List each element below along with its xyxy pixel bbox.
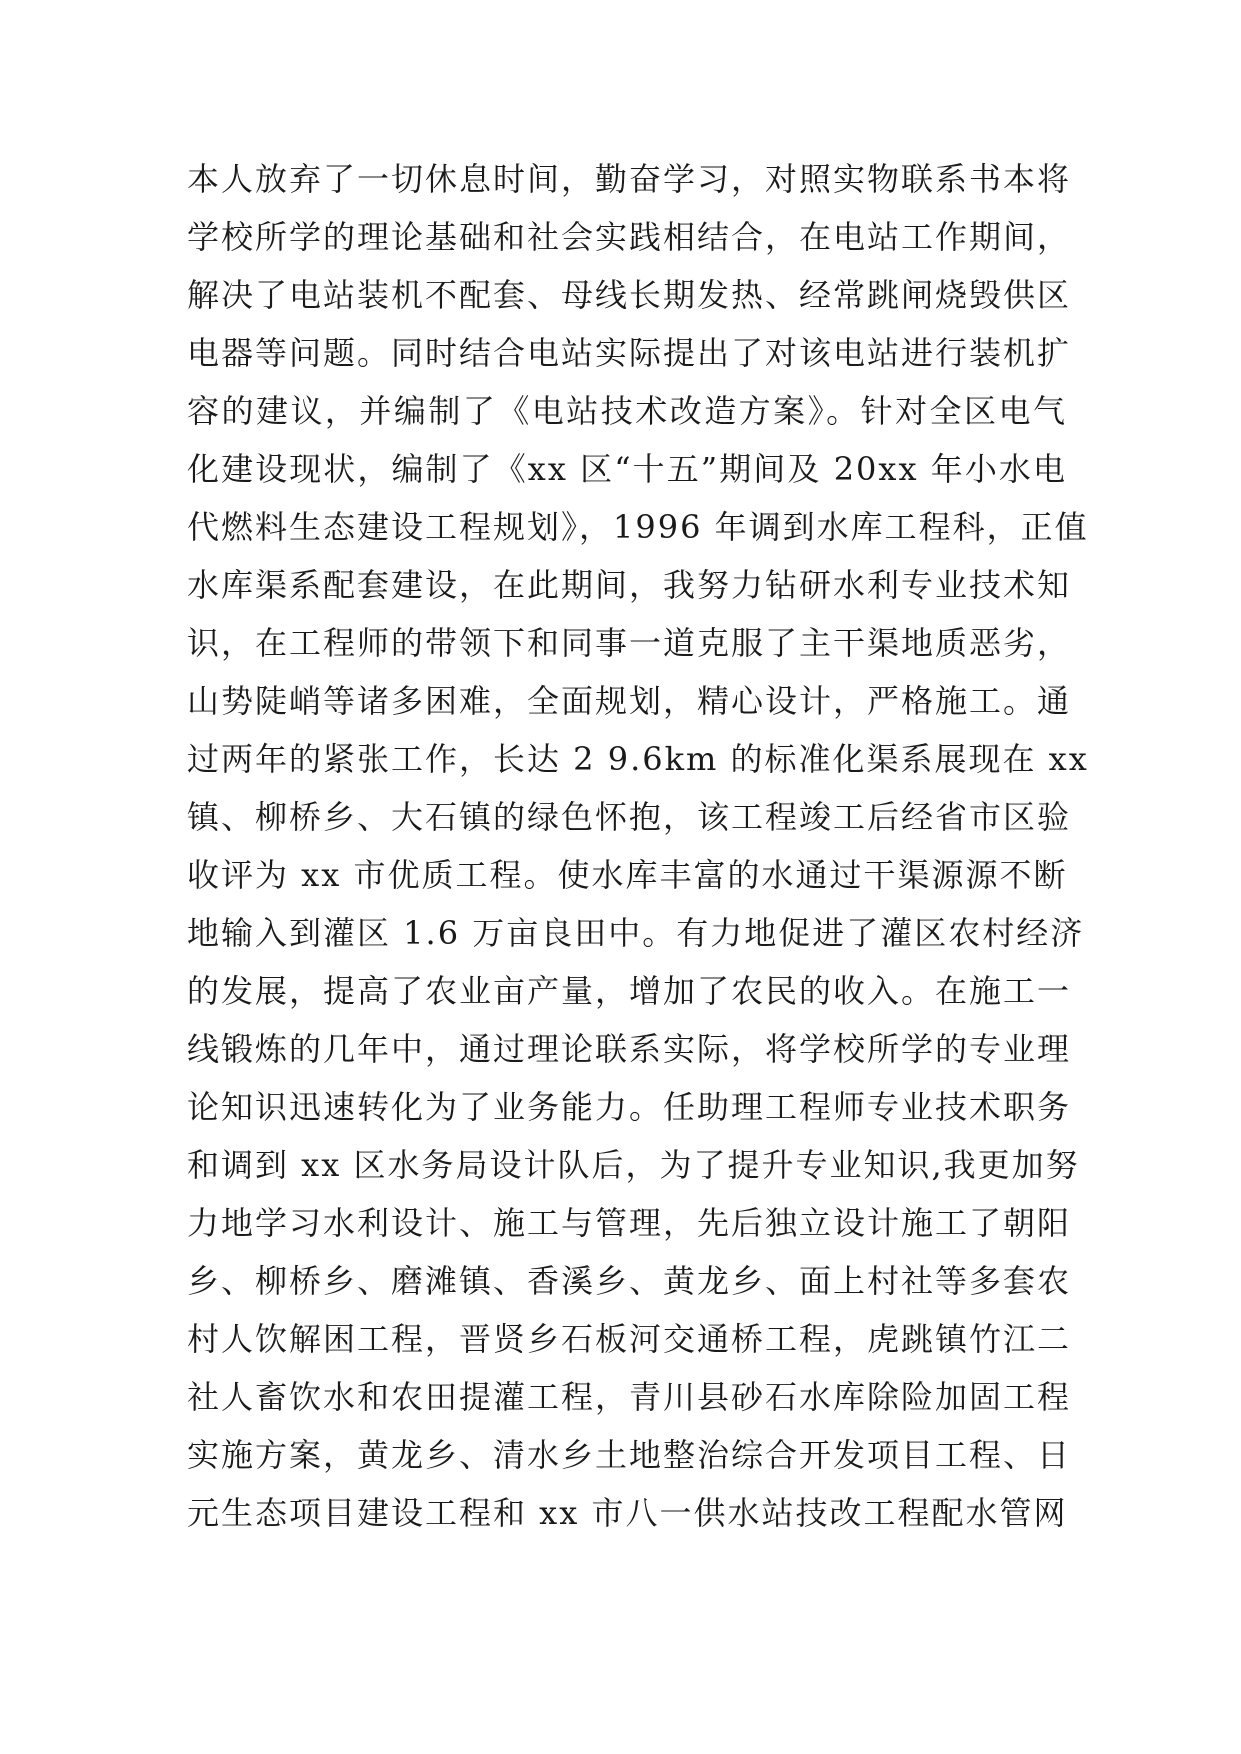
text-line-13: 收评为 xx 市优质工程。使水库丰富的水通过干渠源源不断 (187, 856, 1068, 894)
text-line-18: 和调到 xx 区水务局设计队后，为了提升专业知识,我更加努 (187, 1146, 1080, 1184)
text-line-14: 地输入到灌区 1.6 万亩良田中。有力地促进了灌区农村经济 (187, 914, 1085, 952)
text-line-20: 乡、柳桥乡、磨滩镇、香溪乡、黄龙乡、面上村社等多套农 (187, 1262, 1072, 1300)
text-line-4: 电器等问题。同时结合电站实际提出了对该电站进行装机扩 (187, 334, 1072, 372)
text-line-3: 解决了电站装机不配套、母线长期发热、经常跳闸烧毁供区 (187, 276, 1072, 314)
text-line-15: 的发展，提高了农业亩产量，增加了农民的收入。在施工一 (187, 972, 1072, 1010)
text-line-5: 容的建议，并编制了《电站技术改造方案》。针对全区电气 (187, 392, 1067, 430)
text-line-1: 本人放弃了一切休息时间，勤奋学习，对照实物联系书本将 (187, 160, 1072, 198)
text-line-12: 镇、柳桥乡、大石镇的绿色怀抱，该工程竣工后经省市区验 (187, 798, 1072, 836)
text-line-6: 化建设现状，编制了《xx 区“十五”期间及 20xx 年小水电 (187, 450, 1067, 488)
text-line-7: 代燃料生态建设工程规划》，1996 年调到水库工程科，正值 (187, 508, 1089, 546)
text-line-17: 论知识迅速转化为了业务能力。任助理工程师专业技术职务 (187, 1088, 1072, 1126)
body-paragraph (187, 150, 1089, 1542)
text-line-22: 社人畜饮水和农田提灌工程，青川县砂石水库除险加固工程 (187, 1378, 1072, 1416)
text-line-11: 过两年的紧张工作，长达 2 9.6km 的标准化渠系展现在 xx (187, 740, 1089, 778)
text-line-9: 识，在工程师的带领下和同事一道克服了主干渠地质恶劣， (187, 624, 1072, 662)
text-line-2: 学校所学的理论基础和社会实践相结合，在电站工作期间， (187, 218, 1072, 256)
text-line-10: 山势陡峭等诸多困难，全面规划，精心设计，严格施工。通 (187, 682, 1072, 720)
text-line-8: 水库渠系配套建设，在此期间，我努力钻研水利专业技术知 (187, 566, 1072, 604)
text-line-24: 元生态项目建设工程和 xx 市八一供水站技改工程配水管网 (187, 1494, 1068, 1532)
text-line-23: 实施方案，黄龙乡、清水乡土地整治综合开发项目工程、日 (187, 1436, 1072, 1474)
text-line-19: 力地学习水利设计、施工与管理，先后独立设计施工了朝阳 (187, 1204, 1072, 1242)
text-line-16: 线锻炼的几年中，通过理论联系实际，将学校所学的专业理 (187, 1030, 1072, 1068)
text-line-21: 村人饮解困工程，晋贤乡石板河交通桥工程，虎跳镇竹江二 (187, 1320, 1072, 1358)
